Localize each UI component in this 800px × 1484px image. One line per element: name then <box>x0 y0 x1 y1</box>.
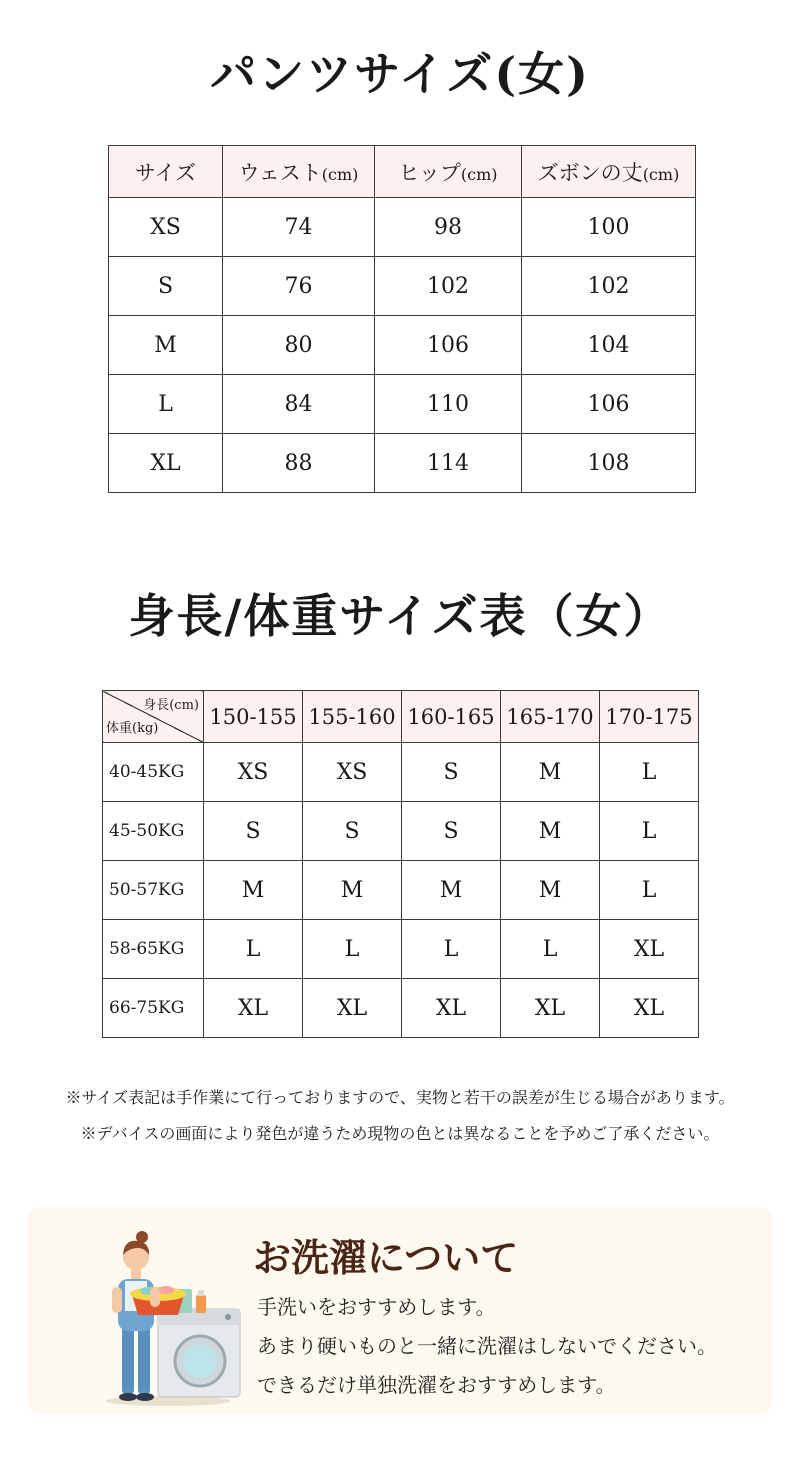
size-cell: M <box>501 802 600 861</box>
size-cell: XL <box>204 979 303 1038</box>
height-axis-label: 身長(cm) <box>143 698 199 713</box>
washing-instruction: あまり硬いものと一緒に洗濯はしないでください。 <box>257 1334 717 1358</box>
hip-cell: 114 <box>375 434 522 493</box>
table-header-row <box>109 146 696 198</box>
table-row <box>109 316 696 375</box>
header-cell: ヒップ(cm) <box>375 146 522 198</box>
pants-size-title: パンツサイズ(女) <box>210 47 590 101</box>
size-cell: XS <box>204 743 303 802</box>
washing-panel <box>28 1207 772 1414</box>
height-weight-title: 身長/体重サイズ表（女） <box>128 589 672 643</box>
height-column-header: 165-170 <box>501 691 600 743</box>
waist-cell: 88 <box>223 434 375 493</box>
header-cell: ズボンの丈(cm) <box>522 146 696 198</box>
size-cell: M <box>402 861 501 920</box>
corner-cell <box>103 691 204 743</box>
size-cell: M <box>204 861 303 920</box>
size-cell: XL <box>600 920 699 979</box>
size-cell: XL <box>303 979 402 1038</box>
color-note: ※デバイスの画面により発色が違うため現物の色とは異なることを予めご了承ください。 <box>80 1124 720 1143</box>
size-cell: L <box>600 861 699 920</box>
size-cell: S <box>303 802 402 861</box>
size-cell: XL <box>501 979 600 1038</box>
washing-instruction: 手洗いをおすすめします。 <box>257 1295 496 1319</box>
washing-title: お洗濯について <box>253 1235 519 1280</box>
size-cell: S <box>402 802 501 861</box>
waist-cell: 80 <box>223 316 375 375</box>
table-header-row <box>103 691 699 743</box>
height-column-header: 150-155 <box>204 691 303 743</box>
hip-cell: 98 <box>375 198 522 257</box>
hip-cell: 110 <box>375 375 522 434</box>
size-cell: XS <box>109 198 223 257</box>
weight-row-label: 50-57KG <box>103 861 204 920</box>
size-cell: L <box>109 375 223 434</box>
table-row <box>103 979 699 1038</box>
table-row <box>109 257 696 316</box>
table-row <box>103 861 699 920</box>
table-row <box>109 434 696 493</box>
size-cell: XL <box>600 979 699 1038</box>
size-note: ※サイズ表記は手作業にて行っておりますので、実物と若干の誤差が生じる場合があります。 <box>65 1088 735 1107</box>
weight-axis-label: 体重(kg) <box>106 721 159 736</box>
size-cell: M <box>109 316 223 375</box>
length-cell: 106 <box>522 375 696 434</box>
waist-cell: 84 <box>223 375 375 434</box>
header-cell: ウェスト(cm) <box>223 146 375 198</box>
height-column-header: 155-160 <box>303 691 402 743</box>
size-cell: XL <box>109 434 223 493</box>
weight-row-label: 66-75KG <box>103 979 204 1038</box>
size-cell: L <box>303 920 402 979</box>
size-cell: L <box>600 743 699 802</box>
size-cell: L <box>204 920 303 979</box>
size-cell: S <box>402 743 501 802</box>
size-cell: L <box>600 802 699 861</box>
weight-row-label: 58-65KG <box>103 920 204 979</box>
size-cell: L <box>402 920 501 979</box>
pants-size-table <box>108 145 696 493</box>
hip-cell: 106 <box>375 316 522 375</box>
size-cell: S <box>109 257 223 316</box>
size-cell: XS <box>303 743 402 802</box>
weight-row-label: 40-45KG <box>103 743 204 802</box>
size-cell: M <box>501 861 600 920</box>
height-column-header: 160-165 <box>402 691 501 743</box>
table-row <box>109 375 696 434</box>
table-row <box>109 198 696 257</box>
height-weight-table <box>102 690 699 1038</box>
length-cell: 108 <box>522 434 696 493</box>
hip-cell: 102 <box>375 257 522 316</box>
table-row <box>103 802 699 861</box>
size-cell: L <box>501 920 600 979</box>
size-cell: XL <box>402 979 501 1038</box>
length-cell: 104 <box>522 316 696 375</box>
table-row <box>103 920 699 979</box>
waist-cell: 76 <box>223 257 375 316</box>
length-cell: 100 <box>522 198 696 257</box>
waist-cell: 74 <box>223 198 375 257</box>
size-cell: M <box>303 861 402 920</box>
weight-row-label: 45-50KG <box>103 802 204 861</box>
header-cell: サイズ <box>109 146 223 198</box>
height-column-header: 170-175 <box>600 691 699 743</box>
woman-laundry-washing-machine-icon <box>98 1217 258 1407</box>
size-cell: S <box>204 802 303 861</box>
size-cell: M <box>501 743 600 802</box>
washing-instruction: できるだけ単独洗濯をおすすめします。 <box>257 1373 616 1397</box>
table-row <box>103 743 699 802</box>
length-cell: 102 <box>522 257 696 316</box>
